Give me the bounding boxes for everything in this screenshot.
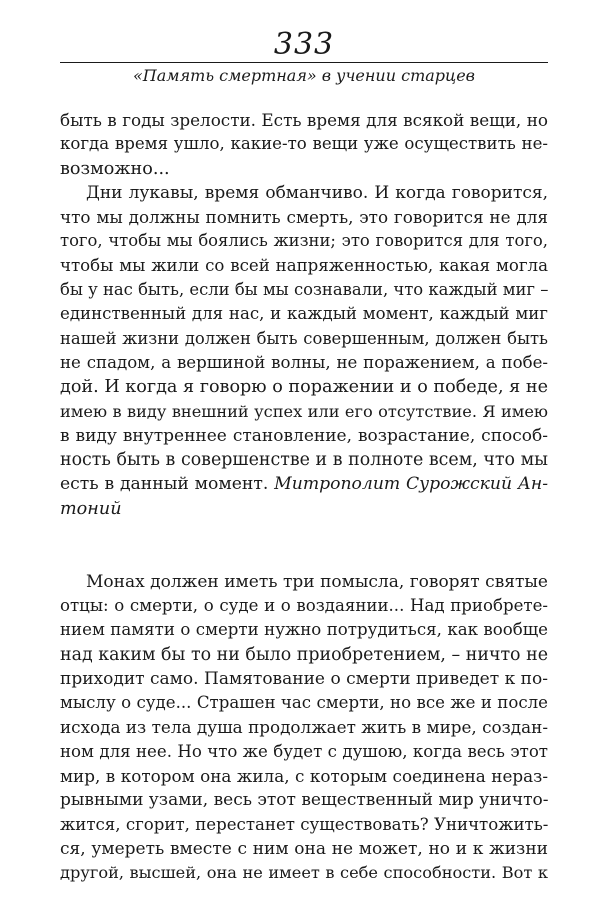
text-line: имею в виду внешний успех или его отсутствие. Я имею — [60, 401, 548, 421]
text-line: рывными узами, весь этот вещественный мир уничто- — [60, 790, 549, 811]
text-line: того, чтобы мы боялись жизни; это говорится для того, — [60, 231, 548, 251]
text-line: ном для нее. Но что же будет с душою, когда весь этот — [60, 741, 548, 761]
text-line: нием памяти о смерти нужно потрудиться, как вообще — [60, 620, 548, 640]
text-line: другой, высшей, она не имеет в себе способности. Вот к — [60, 863, 548, 883]
body-text — [60, 108, 548, 886]
text-line: быть в годы зрелости. Есть время для всякой вещи, но — [60, 110, 548, 130]
text-line: Дни лукавы, время обманчиво. И когда говорится, — [86, 182, 548, 203]
text-line: ся, умереть вместе с ним она не может, но и к жизни — [60, 838, 548, 859]
running-head: «Память смертная» в учении старцев — [133, 66, 475, 85]
section-gap — [60, 521, 548, 570]
text-line: что мы должны помнить смерть, это говорится не для — [60, 207, 548, 228]
text-line: мыслу о суде... Страшен час смерти, но все же и после — [60, 693, 548, 713]
text-line: нашей жизни должен быть совершенным, должен быть — [60, 328, 548, 348]
text-line: над каким бы то ни было приобретением, – ничто не — [60, 644, 548, 665]
header-rule — [60, 62, 548, 63]
text-line: приходит само. Памятование о смерти приведет к по- — [60, 668, 548, 689]
text-line: возможно... — [60, 158, 170, 179]
text-line: мир, в котором она жила, с которым соединена нераз- — [60, 766, 548, 787]
text-line: отцы: о смерти, о суде и о воздаянии... Над приобрете- — [60, 595, 548, 615]
text-line: дой. И когда я говорю о поражении и о победе, я не — [60, 377, 548, 398]
text-line: когда время ушло, какие-то вещи уже осуществить не- — [60, 134, 548, 154]
text-line: единственный для нас, и каждый момент, каждый миг — [60, 304, 548, 324]
text-line: жится, сгорит, перестанет существовать? Уничтожить- — [60, 814, 549, 834]
author-attribution-end: тоний — [60, 498, 122, 519]
author-attribution: Митрополит Сурожский Ан- — [274, 474, 549, 495]
text-line: не спадом, а вершиной волны, не поражением, а побе- — [60, 352, 548, 372]
text-fragment: есть в данный момент. — [60, 474, 269, 495]
text-line: в виду внутреннее становление, возрастание, способ- — [60, 425, 548, 446]
text-line: чтобы мы жили со всей напряженностью, какая могла — [60, 255, 548, 275]
text-line: исхода из тела душа продолжает жить в мире, создан- — [60, 717, 548, 738]
text-line: ность быть в совершенстве и в полноте всем, что мы — [60, 450, 548, 471]
text-line: Монах должен иметь три помысла, говорят святые — [86, 571, 548, 592]
page-number: 333 — [273, 27, 335, 62]
text-line: бы у нас быть, если бы мы сознавали, что каждый миг – — [60, 280, 549, 300]
attribution-line — [60, 472, 548, 496]
